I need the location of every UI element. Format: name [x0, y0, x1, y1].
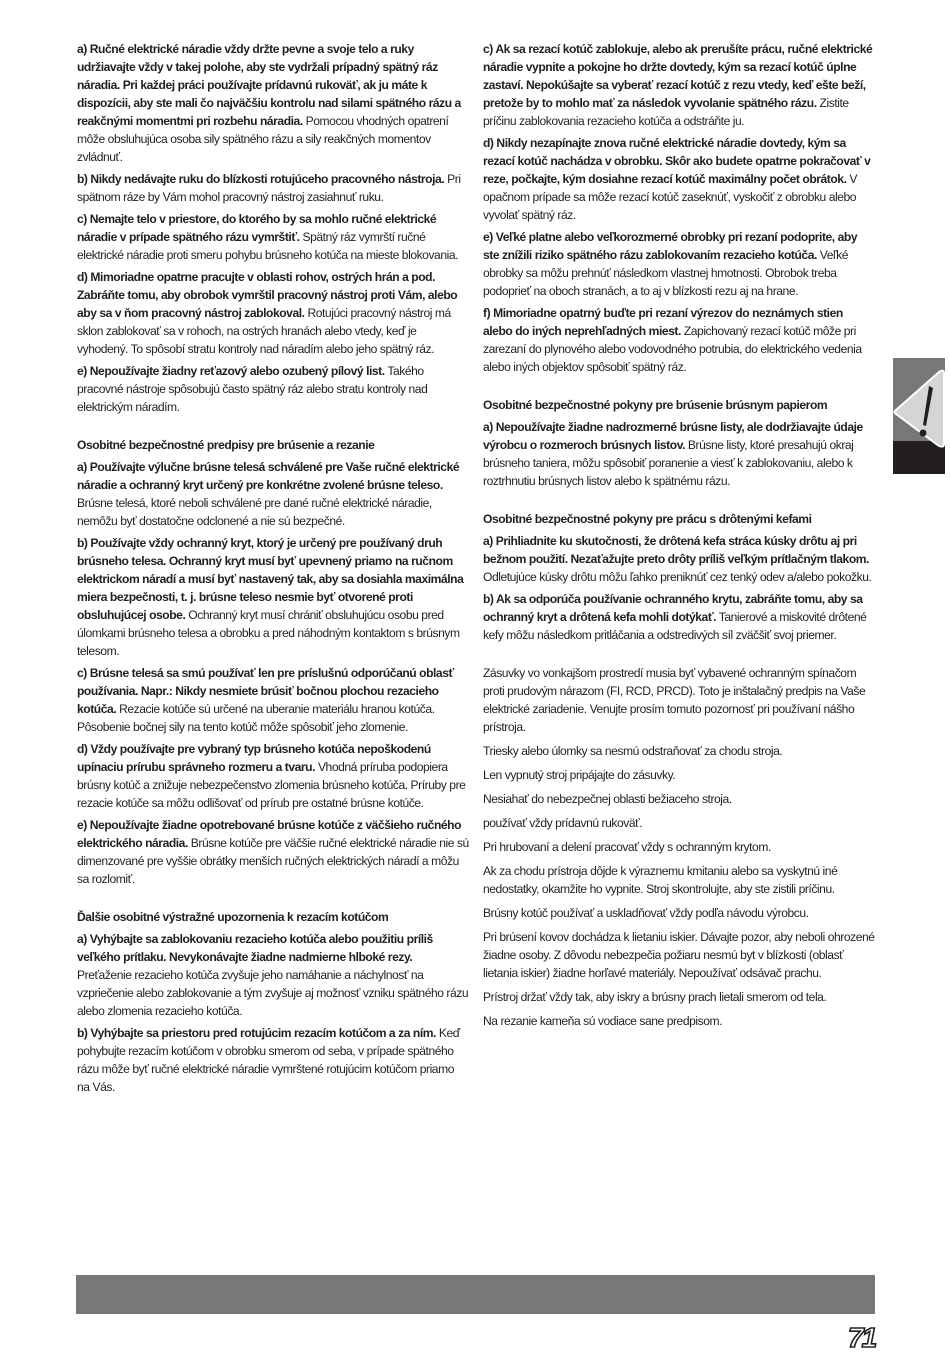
warning-triangle-icon	[893, 358, 945, 474]
paragraph: b) Vyhýbajte sa priestoru pred rotujúcim rezacím kotúčom a za ním. Keď pohybujte rezacím kotúčom v obrobku smerom od seba, v prípade spätného rázu môže byť ručné elektrické náradie vymrštené rotujúcim kotúčom priamo na Vás.	[77, 1026, 460, 1094]
paragraph: d) Vždy používajte pre vybraný typ brúsneho kotúča nepoškodenú upínaciu prírubu správneho rozmeru a tvaru. Vhodná príruba podopiera brúsny kotúč a znižuje nebezpečenstvo zlomenia brúsneho kotúča. Príruby pre rezacie kotúče sa môžu odlišovať od prírub pre ostatné brúsne kotúče.	[77, 742, 466, 810]
safety-side-tab	[893, 358, 945, 474]
paragraph: b) Nikdy nedávajte ruku do blízkosti rotujúceho pracovného nástroja. Pri spätnom ráze by Vám mohol pracovný nástroj zasiahnuť ruku.	[77, 172, 461, 204]
spacer	[483, 648, 875, 664]
instruction-paragraph: Len vypnutý stroj pripájajte do zásuvky.	[483, 768, 676, 782]
page-number: 71	[848, 1322, 876, 1353]
spacer	[77, 420, 469, 436]
section-heading: Osobitné bezpečnostné pokyny pre brúsenie brúsnym papierom	[483, 398, 828, 412]
instruction-paragraph: Ak za chodu prístroja dôjde k výraznemu kmitaniu alebo sa vyskytnú iné nedostatky, okamžite ho vypnite. Stroj skontrolujte, aby ste zistili príčinu.	[483, 864, 838, 896]
paragraph: a) Nepoužívajte žiadne nadrozmerné brúsne listy, ale dodržiavajte údaje výrobcu o rozmeroch brúsnych listov. Brúsne listy, ktoré presahujú okraj brúsneho taniera, môžu spôsobiť poranenie a viesť k zablokovaniu, alebo k roztrhnutiu brúsnych listov alebo k spätnému rázu.	[483, 420, 863, 488]
instruction-paragraph: Triesky alebo úlomky sa nesmú odstraňovať za chodu stroja.	[483, 744, 783, 758]
paragraph: d) Nikdy nezapínajte znova ručné elektrické náradie dovtedy, kým sa rezací kotúč nachádza v obrobku. Skôr ako budete opatrne pokračovať v reze, počkajte, kým dosiahne rezací kotúč maximálny počet obrátok. V opačnom prípade sa môže rezací kotúč zaseknúť, vyskočiť z obrobku alebo vyvolať spätný ráz.	[483, 136, 871, 222]
instruction-paragraph: Na rezanie kameňa sú vodiace sane predpisom.	[483, 1014, 723, 1028]
paragraph: a) Prihliadnite ku skutočnosti, že drôtená kefa stráca kúsky drôtu aj pri bežnom použití. Nezaťažujte preto drôty príliš veľkým prítlačným tlakom. Odletujúce kúsky drôtu môžu ľahko preniknúť cez tenký odev a/alebo pokožku.	[483, 534, 872, 584]
spacer	[483, 494, 875, 510]
instruction-paragraph: Nesiahať do nebezpečnej oblasti bežiaceho stroja.	[483, 792, 732, 806]
paragraph: a) Vyhýbajte sa zablokovaniu rezacieho kotúča alebo použitiu príliš veľkého prítlaku. Nevykonávajte žiadne nadmierne hlboké rezy. Preťaženie rezacieho kotúča zvyšuje jeho namáhanie a náchylnosť na vzpriečenie alebo zablokovanie a tým zvyšuje aj možnosť vzniku spätného rázu alebo zlomenia rezacieho kotúča.	[77, 932, 469, 1018]
right-column	[483, 40, 875, 1036]
instruction-paragraph: Pri hrubovaní a delení pracovať vždy s ochranným krytom.	[483, 840, 771, 854]
paragraph: c) Nemajte telo v priestore, do ktorého by sa mohlo ručné elektrické náradie v prípade spätného rázu vymrštiť. Spätný ráz vymrští ručné elektrické náradie proti smeru pohybu brúsneho kotúča na mieste blokovania.	[77, 212, 459, 262]
paragraph: b) Používajte vždy ochranný kryt, ktorý je určený pre používaný druh brúsneho telesa. Ochranný kryt musí byť upevnený priamo na ručnom elektrickom náradí a musí byť nastavený tak, aby sa dosiahla maximálna miera bezpečnosti, t. j. brúsne teleso nesmie byť otvorené proti obsluhujúcej osobe. Ochranný kryt musí chrániť obsluhujúcu osobu pred úlomkami brúsneho telesa a obrobku a pred náhodným kontaktom s brúsnym telesom.	[77, 536, 464, 658]
section-heading: Ďalšie osobitné výstražné upozornenia k rezacím kotúčom	[77, 910, 389, 924]
left-column	[77, 40, 469, 1100]
paragraph: a) Ručné elektrické náradie vždy držte pevne a svoje telo a ruky udržiavajte vždy v takej polohe, aby ste vydržali prípadný spätný ráz náradia. Pri každej práci používajte prídavnú rukoväť, ak ju máte k dispozícii, aby ste mali čo najväčšiu kontrolu nad silami spätného rázu a reakčnými momentmi pri rozbehu náradia. Pomocou vhodných opatrení môže obsluhujúca osoba sily spätného rázu a sily reakčných momentov zvládnuť.	[77, 42, 461, 164]
paragraph: f) Mimoriadne opatrný buďte pri rezaní výrezov do neznámych stien alebo do iných neprehľadných miest. Zapichovaný rezací kotúč môže pri zarezaní do plynového alebo vodovodného potrubia, do elektrického vedenia alebo iných objektov spôsobiť spätný ráz.	[483, 306, 862, 374]
paragraph: e) Nepoužívajte žiadne opotrebované brúsne kotúče z väčšieho ručného elektrického náradia. Brúsne kotúče pre väčšie ručné elektrické náradie nie sú dimenzované pre vyššie obrátky menších ručných elektrických náradí a môžu sa rozlomiť.	[77, 818, 469, 886]
section-heading: Osobitné bezpečnostné predpisy pre brúsenie a rezanie	[77, 438, 375, 452]
footer-bar	[76, 1275, 875, 1314]
spacer	[483, 380, 875, 396]
instruction-paragraph: Pri brúsení kovov dochádza k lietaniu iskier. Dávajte pozor, aby neboli ohrozené žiadne osoby. Z dôvodu nebezpečia požiaru nesmú byt v blízkosti (oblasť lietania iskier) žiadne horľavé materiály. Nepoužívať odsávač prachu.	[483, 930, 875, 980]
paragraph: a) Používajte výlučne brúsne telesá schválené pre Vaše ručné elektrické náradie a ochranný kryt určený pre konkrétne zvolené brúsne teleso. Brúsne telesá, ktoré neboli schválené pre dané ručné elektrické náradie, nemôžu byť dostatočne odclonené a nie sú bezpečné.	[77, 460, 460, 528]
instruction-paragraph: Prístroj držať vždy tak, aby iskry a brúsny prach lietali smerom od tela.	[483, 990, 827, 1004]
paragraph: e) Nepoužívajte žiadny reťazový alebo ozubený pílový list. Takého pracovné nástroje spôsobujú často spätný ráz alebo stratu kontroly nad elektrickým náradím.	[77, 364, 428, 414]
instruction-paragraph: Brúsny kotúč používať a uskladňovať vždy podľa návodu výrobcu.	[483, 906, 809, 920]
spacer	[77, 892, 469, 908]
section-heading: Osobitné bezpečnostné pokyny pre prácu s drôtenými kefami	[483, 512, 812, 526]
paragraph: b) Ak sa odporúča používanie ochranného krytu, zabráňte tomu, aby sa ochranný kryt a drôtená kefa mohli dotýkať. Tanierové a miskovité drôtené kefy môžu následkom pritláčania a odstredivých síl zväčšiť svoj priemer.	[483, 592, 867, 642]
paragraph: d) Mimoriadne opatrne pracujte v oblasti rohov, ostrých hrán a pod. Zabráňte tomu, aby obrobok vymrštil pracovný nástroj proti Vám, alebo aby sa v ňom pracovný nástroj zablokoval. Rotujúci pracovný nástroj má sklon zablokovať sa v rohoch, na ostrých hranách alebo vtedy, keď je vyhodený. To spôsobí stratu kontroly nad náradím alebo jeho spätný ráz.	[77, 270, 458, 356]
paragraph: c) Ak sa rezací kotúč zablokuje, alebo ak prerušíte prácu, ručné elektrické náradie vypnite a pokojne ho držte dovtedy, kým sa rezací kotúč úplne zastaví. Nepokúšajte sa vyberať rezací kotúč z rezu vtedy, keď ešte beží, pretože by to mohlo mať za následok vyvolanie spätného rázu. Zistite príčinu zablokovania rezacieho kotúča a odstráňte ju.	[483, 42, 873, 128]
instruction-paragraph: Zásuvky vo vonkajšom prostredí musia byť vybavené ochranným spínačom proti prudovým nárazom (FI, RCD, PRCD). Toto je inštalačný predpis na Vaše elektrické zariadenie. Venujte prosím tomuto pozornosť pri používaní nášho prístroja.	[483, 666, 866, 734]
instruction-paragraph: používať vždy prídavnú rukoväť.	[483, 816, 643, 830]
paragraph: e) Veľké platne alebo veľkorozmerné obrobky pri rezaní podoprite, aby ste znížili riziko spätného rázu zablokovaním rezacieho kotúča. Veľké obrobky sa môžu prehnúť následkom vlastnej hmotnosti. Obrobok treba podoprieť na oboch stranách, a to aj v blízkosti rezu aj na hrane.	[483, 230, 858, 298]
paragraph: c) Brúsne telesá sa smú používať len pre príslušnú odporúčanú oblasť používania. Napr.: Nikdy nesmiete brúsiť bočnou plochou rezacieho kotúča. Rezacie kotúče sú určené na uberanie materiálu hranou kotúča. Pôsobenie bočnej sily na tento kotúč môže spôsobiť jeho zlomenie.	[77, 666, 454, 734]
